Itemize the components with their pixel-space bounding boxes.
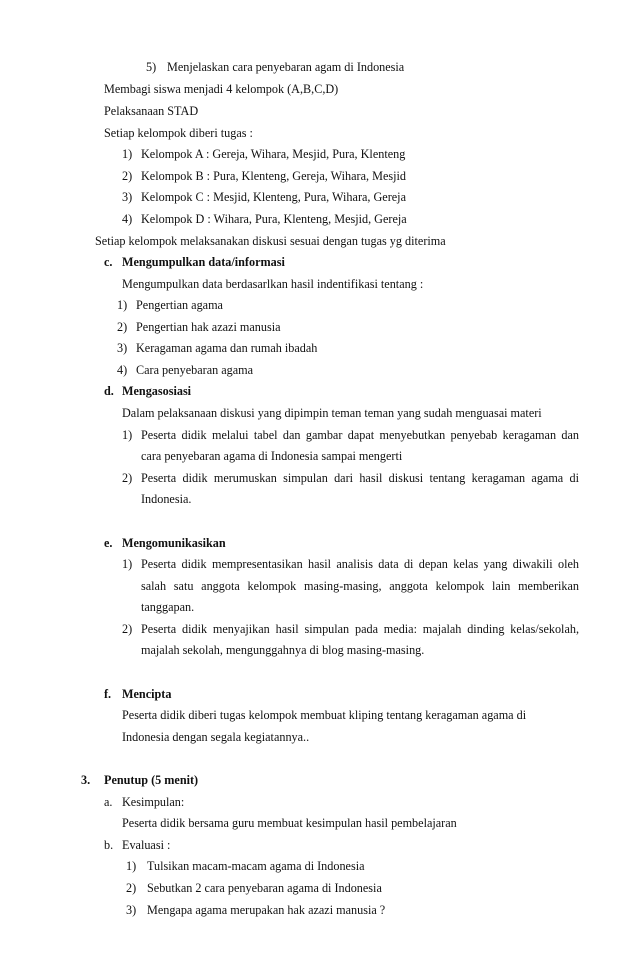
list-item-text: Peserta didik merumuskan simpulan dari hasil diskusi tentang keragaman agama di [141, 471, 579, 485]
list-item-text: Kelompok C : Mesjid, Klenteng, Pura, Wihara, Gereja [141, 190, 406, 204]
section-heading: Mencipta [122, 687, 172, 701]
list-number: 1) [126, 859, 137, 873]
list-item-text: tanggapan. [141, 600, 195, 614]
list-number: 2) [117, 320, 128, 334]
list-item-text: Pengertian agama [136, 298, 223, 312]
paragraph: Setiap kelompok diberi tugas : [104, 126, 253, 140]
section-number: 3. [81, 773, 91, 787]
list-item-text: Cara penyebaran agama [136, 363, 254, 377]
list-item-text: Mengapa agama merupakan hak azazi manusia ? [147, 903, 386, 917]
list-number: 3) [122, 190, 133, 204]
list-number: 1) [122, 147, 133, 161]
list-number: 5) [146, 60, 157, 74]
list-number: 3) [126, 903, 137, 917]
section-heading: Mengumpulkan data/informasi [122, 255, 285, 269]
paragraph: Setiap kelompok melaksanakan diskusi sesuai dengan tugas yg diterima [95, 234, 446, 248]
paragraph: Indonesia dengan segala kegiatannya.. [122, 730, 310, 744]
list-number: 4) [122, 212, 133, 226]
section-heading: Mengasosiasi [122, 384, 192, 398]
list-item-text: Kelompok A : Gereja, Wihara, Mesjid, Pura, Klenteng [141, 147, 406, 161]
list-number: 3) [117, 341, 128, 355]
list-item-text: Indonesia. [141, 492, 192, 506]
list-number: 2) [122, 169, 133, 183]
section-letter: e. [104, 536, 113, 550]
paragraph: Dalam pelaksanaan diskusi yang dipimpin teman teman yang sudah menguasai materi [122, 406, 542, 420]
list-item-text: Peserta didik menyajikan hasil simpulan pada media: majalah dinding kelas/sekolah, [141, 622, 579, 636]
section-letter: d. [104, 384, 114, 398]
list-item-text: Menjelaskan cara penyebaran agam di Indonesia [167, 60, 405, 74]
list-item-text: Peserta didik melalui tabel dan gambar dapat menyebutkan penyebab keragaman dan [141, 428, 579, 442]
list-item-text: Pengertian hak azazi manusia [136, 320, 281, 334]
list-number: 2) [122, 622, 133, 636]
list-item-text: Kelompok B : Pura, Klenteng, Gereja, Wihara, Mesjid [141, 169, 406, 183]
list-item-text: majalah sekolah, mengunggahnya di blog masing-masing. [141, 643, 425, 657]
subsection-label: Kesimpulan: [122, 795, 185, 809]
list-number: 1) [117, 298, 128, 312]
subsection-label: Evaluasi : [122, 838, 171, 852]
paragraph: Mengumpulkan data berdasarlkan hasil indentifikasi tentang : [122, 277, 424, 291]
section-heading: Mengomunikasikan [122, 536, 226, 550]
section-letter: c. [104, 255, 113, 269]
list-item-text: Sebutkan 2 cara penyebaran agama di Indonesia [147, 881, 382, 895]
section-letter: a. [104, 795, 113, 809]
list-number: 1) [122, 557, 133, 571]
section-heading: Penutup (5 menit) [104, 773, 199, 787]
list-number: 4) [117, 363, 128, 377]
paragraph: Membagi siswa menjadi 4 kelompok (A,B,C,D) [104, 82, 339, 96]
list-item-text: Keragaman agama dan rumah ibadah [136, 341, 318, 355]
list-number: 2) [122, 471, 133, 485]
list-item-text: Tulsikan macam-macam agama di Indonesia [147, 859, 365, 873]
paragraph: Pelaksanaan STAD [104, 104, 199, 118]
paragraph: Peserta didik bersama guru membuat kesimpulan hasil pembelajaran [122, 816, 457, 830]
list-item-text: salah satu anggota kelompok masing-masing, anggota kelompok lain memberikan [141, 579, 579, 593]
section-letter: f. [104, 687, 112, 701]
section-letter: b. [104, 838, 114, 852]
paragraph: Peserta didik diberi tugas kelompok membuat kliping tentang keragaman agama di [122, 708, 527, 722]
list-number: 1) [122, 428, 133, 442]
list-item-text: cara penyebaran agama di Indonesia sampai mengerti [141, 449, 403, 463]
list-number: 2) [126, 881, 137, 895]
list-item-text: Peserta didik mempresentasikan hasil analisis data di depan kelas yang diwakili oleh [141, 557, 579, 571]
list-item-text: Kelompok D : Wihara, Pura, Klenteng, Mesjid, Gereja [141, 212, 407, 226]
